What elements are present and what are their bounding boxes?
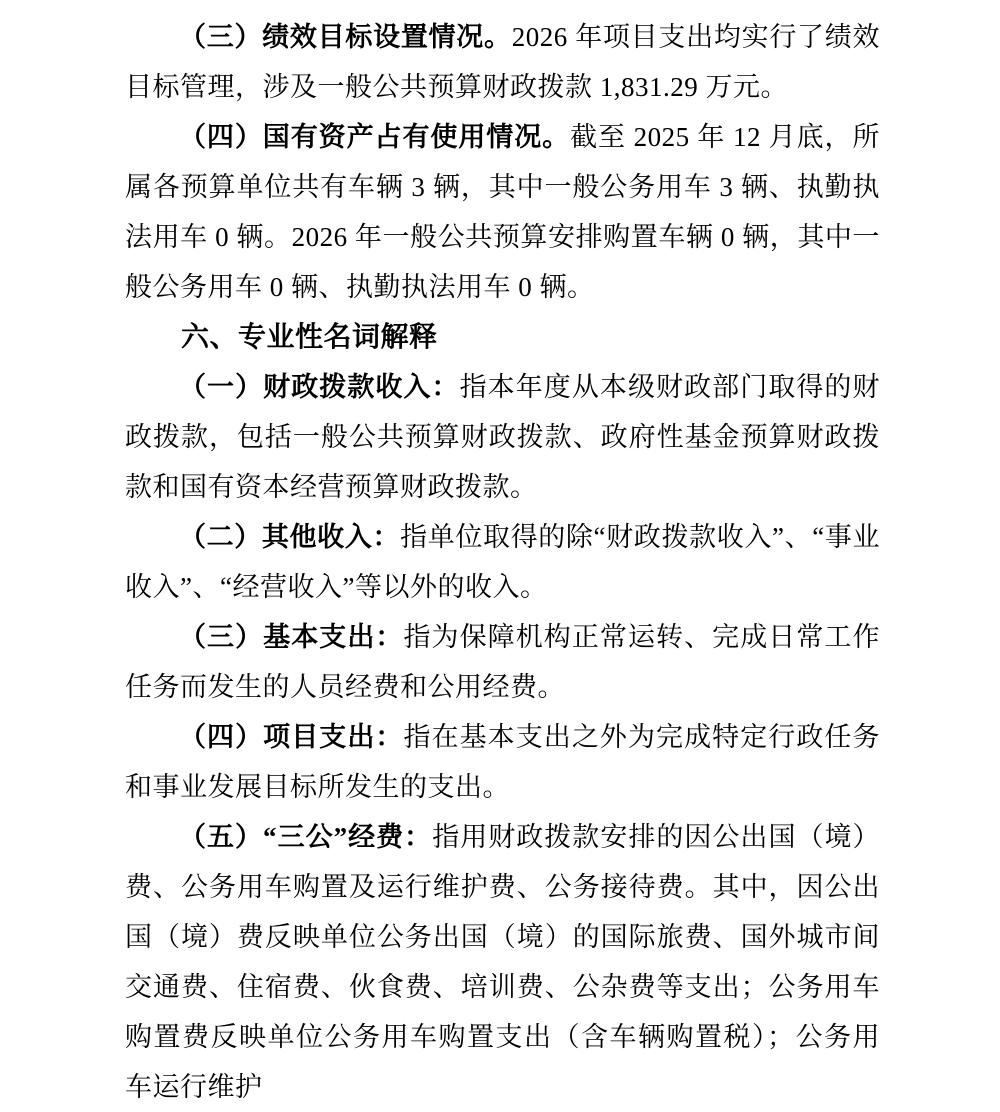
para-lead-basic-expenditure: （三）基本支出： [179, 622, 404, 652]
para-body-state-owned-assets: 截至 2025 年 12 月底，所属各预算单位共有车辆 3 辆，其中一般公务用车 3 辆、执勤执法用车 0 辆。2026 年一般公共预算安排购置车辆 0 辆，其中一般公务用车 0 辆、执勤执法用车 0 辆。 [125, 122, 880, 302]
para-lead-other-income: （二）其他收入： [179, 522, 401, 552]
section-heading-terminology: 六、专业性名词解释 [181, 321, 438, 352]
para-lead-three-public-funds: （五）“三公”经费： [179, 822, 433, 852]
para-fiscal-appropriation-income [125, 362, 880, 512]
para-other-income [125, 512, 880, 612]
para-lead-performance-goal-setting: （三）绩效目标设置情况。 [179, 22, 512, 52]
para-three-public-funds [125, 812, 880, 1112]
para-body-basic-expenditure: 指为保障机构正常运转、完成日常工作任务而发生的人员经费和公用经费。 [125, 622, 880, 702]
para-body-performance-goal-setting: 2026 年项目支出均实行了绩效目标管理，涉及一般公共预算财政拨款 1,831.29 万元。 [125, 22, 881, 102]
para-body-project-expenditure: 指在基本支出之外为完成特定行政任务和事业发展目标所发生的支出。 [125, 722, 880, 802]
para-project-expenditure [125, 712, 880, 812]
para-performance-goal-setting [125, 12, 880, 112]
para-body-other-income: 指单位取得的除“财政拨款收入”、“事业收入”、“经营收入”等以外的收入。 [125, 522, 881, 602]
para-lead-project-expenditure: （四）项目支出： [179, 722, 404, 752]
para-lead-fiscal-appropriation-income: （一）财政拨款收入： [179, 372, 460, 402]
para-basic-expenditure [125, 612, 880, 712]
para-state-owned-assets [125, 112, 880, 312]
para-lead-state-owned-assets: （四）国有资产占有使用情况。 [179, 122, 571, 152]
para-body-fiscal-appropriation-income: 指本年度从本级财政部门取得的财政拨款，包括一般公共预算财政拨款、政府性基金预算财政拨款和国有资本经营预算财政拨款。 [125, 372, 880, 502]
para-body-three-public-funds: 指用财政拨款安排的因公出国（境）费、公务用车购置及运行维护费、公务接待费。其中，因公出国（境）费反映单位公务出国（境）的国际旅费、国外城市间交通费、住宿费、伙食费、培训费、公杂费等支出；公务用车购置费反映单位公务用车购置支出（含车辆购置税）；公务用车运行维护 [125, 822, 881, 1102]
